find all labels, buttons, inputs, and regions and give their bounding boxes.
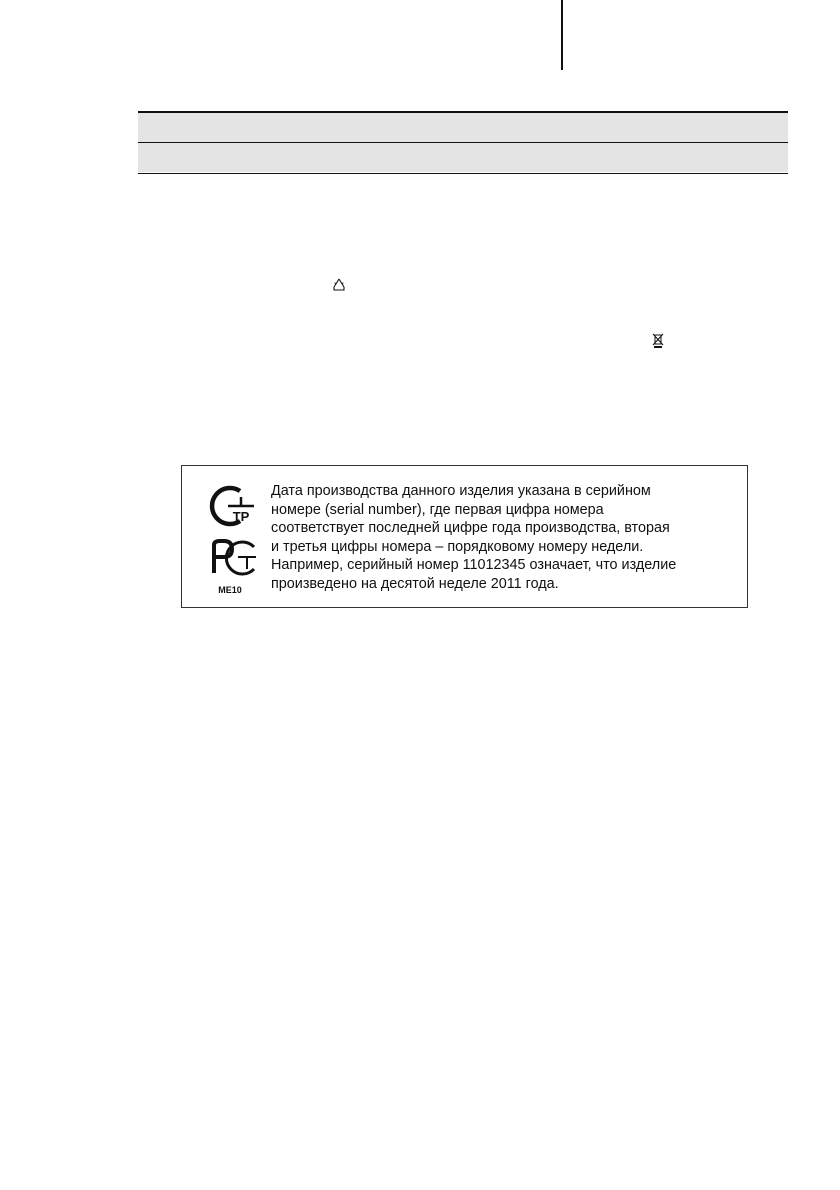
recycle-icon <box>331 277 347 293</box>
notice-line: соответствует последней цифре года производства, вторая <box>271 520 670 537</box>
notice-line: Дата производства данного изделия указана в серийном <box>271 483 651 499</box>
tr-conformity-mark-icon <box>202 483 258 529</box>
production-date-notice <box>181 465 748 608</box>
mark-tr-text: ТР <box>232 509 250 524</box>
notice-line: номере (serial number), где первая цифра номера <box>271 501 604 518</box>
header-row <box>138 113 788 143</box>
notice-line: Например, серийный номер 11012345 означает, что изделие <box>271 557 677 574</box>
notice-line: и третья цифры номера – порядковому номеру недели. <box>271 538 644 555</box>
crossed-out-bin-icon <box>651 333 665 349</box>
rst-conformity-mark-icon <box>202 535 258 581</box>
mark-code: МЕ10 <box>218 585 242 595</box>
header-table <box>138 111 788 174</box>
notice-text <box>271 482 741 594</box>
page-vertical-rule <box>561 0 563 70</box>
header-row <box>138 143 788 172</box>
notice-line: произведено на десятой неделе 2011 года. <box>271 575 559 592</box>
conformity-marks <box>202 483 258 595</box>
